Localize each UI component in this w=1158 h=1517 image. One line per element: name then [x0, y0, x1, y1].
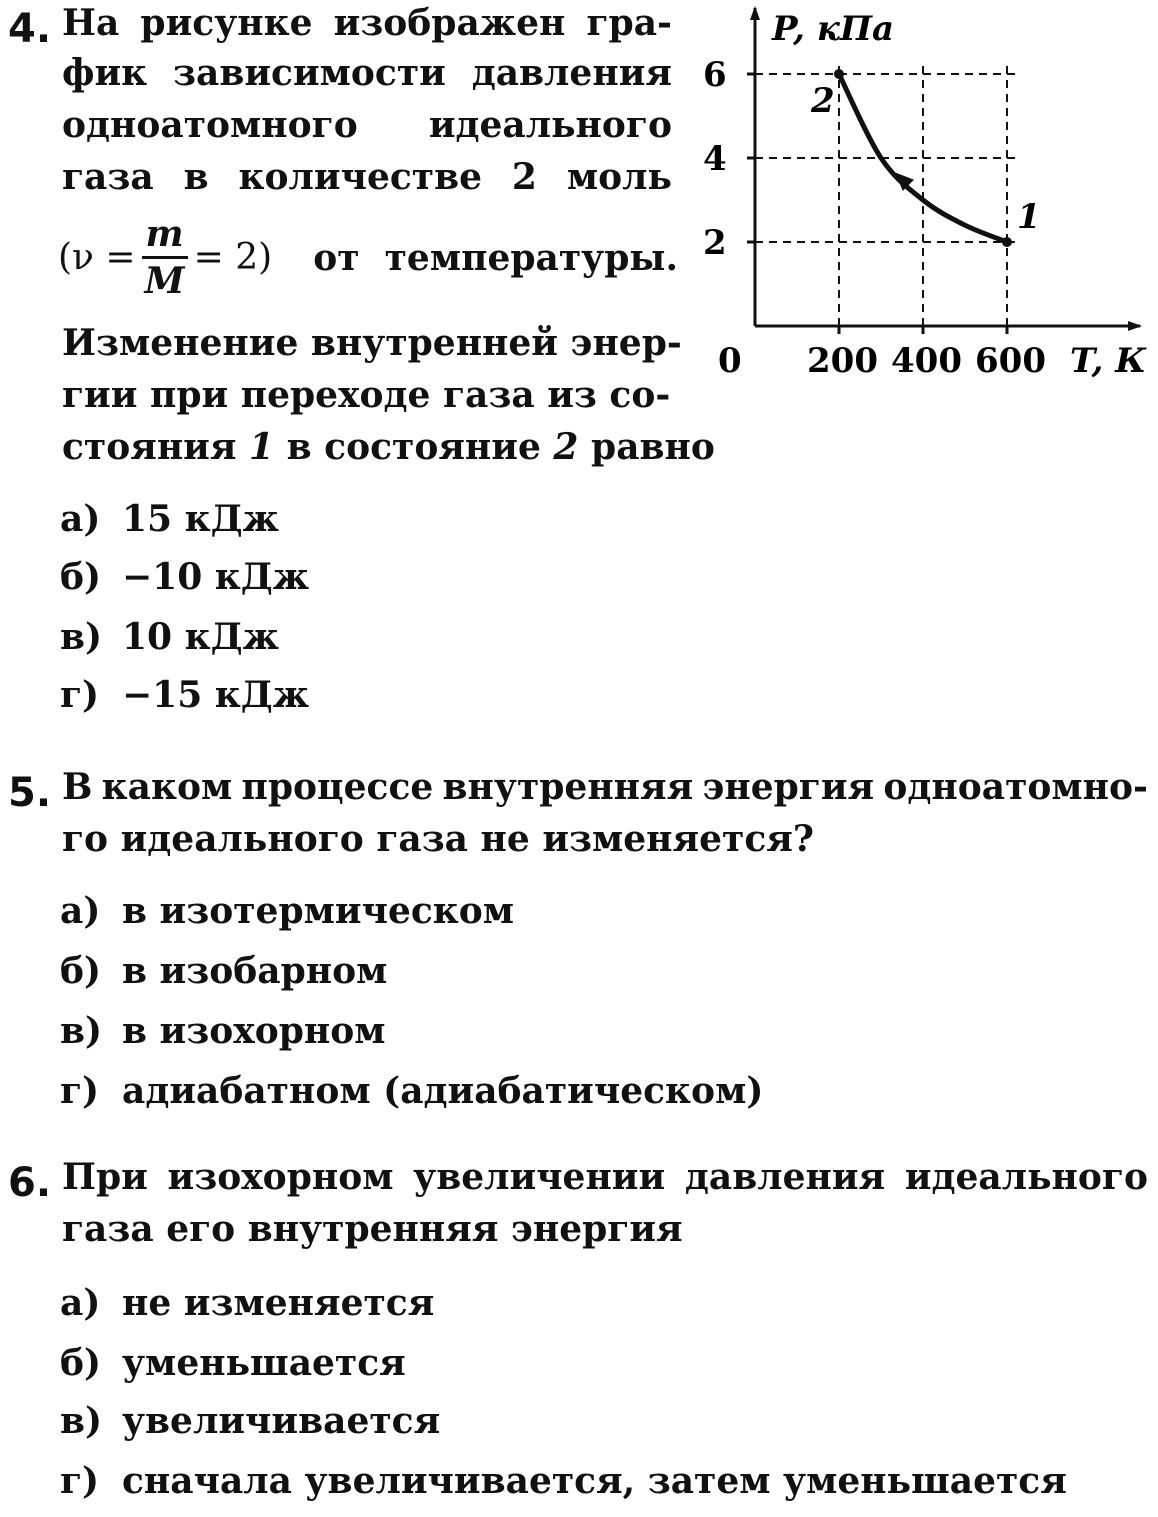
text-fragment: стояния	[62, 426, 250, 468]
state-ref: 2	[553, 426, 579, 468]
option-text: адиабатном (адиабатическом)	[122, 1070, 764, 1112]
option-label: в)	[60, 1400, 103, 1442]
option-label: г)	[60, 1460, 100, 1502]
option-label: в)	[60, 1010, 103, 1052]
answer-option	[60, 1282, 434, 1324]
word: идеального	[904, 1156, 1148, 1198]
answer-option	[60, 890, 514, 932]
formula-line	[58, 212, 678, 303]
word: 2	[511, 156, 537, 198]
question-text-line	[62, 52, 672, 94]
question-number: 5.	[8, 770, 52, 816]
word: внутренняя	[442, 766, 694, 808]
option-label: г)	[60, 1070, 100, 1112]
option-label: б)	[60, 1342, 102, 1384]
word: В	[62, 766, 93, 808]
y-tick-label: 6	[703, 55, 727, 95]
formula-tail: от температуры.	[313, 236, 678, 279]
word: увеличении	[413, 1156, 666, 1198]
option-label: б)	[60, 556, 102, 598]
word: одноатомного	[62, 104, 358, 146]
question-number: 4.	[8, 6, 52, 52]
word: каком	[101, 766, 233, 808]
formula-open: (ν =	[58, 237, 136, 278]
answer-option	[60, 1460, 1067, 1502]
question-text-line: гии при переходе газа из со-	[62, 374, 671, 416]
word: гра-	[586, 2, 672, 44]
option-label: в)	[60, 616, 103, 658]
fraction-numerator: m	[142, 212, 188, 259]
question-text-line: Изменение внутренней энер-	[62, 322, 682, 364]
x-axis-label: T, К	[1070, 341, 1147, 381]
answer-option	[60, 498, 279, 540]
option-label: а)	[60, 890, 101, 932]
question-text-line	[62, 1156, 1148, 1198]
x-tick-label: 400	[891, 341, 962, 381]
y-axis-label: P, кПа	[772, 9, 895, 49]
word: энергия	[702, 766, 875, 808]
fraction	[142, 212, 188, 303]
word: в	[183, 156, 209, 198]
state-point	[834, 69, 844, 79]
word: фик	[62, 52, 148, 94]
question-text-line	[62, 156, 672, 198]
option-text: −15 кДж	[122, 674, 310, 716]
question-text-line	[62, 766, 1148, 808]
option-text: уменьшается	[122, 1342, 406, 1384]
word: изображен	[333, 2, 566, 44]
question-text-line	[62, 426, 715, 468]
word: количестве	[238, 156, 483, 198]
word: рисунке	[140, 2, 313, 44]
answer-option	[60, 616, 279, 658]
state-ref: 1	[249, 426, 275, 468]
question-text-line	[62, 104, 672, 146]
question-text-line: газа его внутренняя энергия	[62, 1208, 683, 1250]
option-text: не изменяется	[122, 1282, 435, 1324]
option-text: в изобарном	[122, 950, 388, 992]
answer-option	[60, 1342, 406, 1384]
state-point	[1002, 237, 1012, 247]
x-tick-label: 600	[975, 341, 1046, 381]
formula-close: = 2)	[193, 237, 273, 278]
word: процессе	[241, 766, 434, 808]
word: идеального	[428, 104, 672, 146]
state-point-label: 2	[811, 81, 835, 121]
question-number: 6.	[8, 1160, 52, 1206]
text-fragment: в состояние	[274, 426, 554, 468]
word: изохорном	[167, 1156, 394, 1198]
answer-option	[60, 950, 387, 992]
x-tick-label: 200	[807, 341, 878, 381]
question-text-line: го идеального газа не изменяется?	[62, 818, 814, 860]
option-text: 10 кДж	[122, 616, 279, 658]
answer-option	[60, 556, 309, 598]
option-label: а)	[60, 498, 101, 540]
word: При	[62, 1156, 148, 1198]
grid-lines	[755, 64, 1017, 326]
option-label: г)	[60, 674, 100, 716]
option-text: −10 кДж	[122, 556, 310, 598]
word: моль	[566, 156, 672, 198]
y-tick-label: 4	[703, 139, 727, 179]
answer-option	[60, 1070, 763, 1112]
y-tick-label: 2	[703, 223, 727, 263]
option-label: а)	[60, 1282, 101, 1324]
option-text: увеличивается	[122, 1400, 441, 1442]
option-text: в изотермическом	[122, 890, 515, 932]
option-text: 15 кДж	[122, 498, 279, 540]
answer-option	[60, 1400, 440, 1442]
text-fragment: равно	[578, 426, 715, 468]
answer-option	[60, 1010, 386, 1052]
word: газа	[62, 156, 154, 198]
state-point-label: 1	[1017, 197, 1041, 237]
word: давления	[471, 52, 672, 94]
word: На	[62, 2, 120, 44]
option-label: б)	[60, 950, 102, 992]
question-text-line	[62, 2, 672, 44]
word: давления	[684, 1156, 886, 1198]
answer-option	[60, 674, 309, 716]
word: зависимости	[173, 52, 446, 94]
fraction-denominator: M	[144, 260, 185, 302]
pt-chart	[690, 0, 1158, 400]
option-text: сначала увеличивается, затем уменьшается	[122, 1460, 1067, 1502]
origin-label: 0	[718, 341, 742, 381]
option-text: в изохорном	[122, 1010, 386, 1052]
word: одноатомно-	[883, 766, 1148, 808]
